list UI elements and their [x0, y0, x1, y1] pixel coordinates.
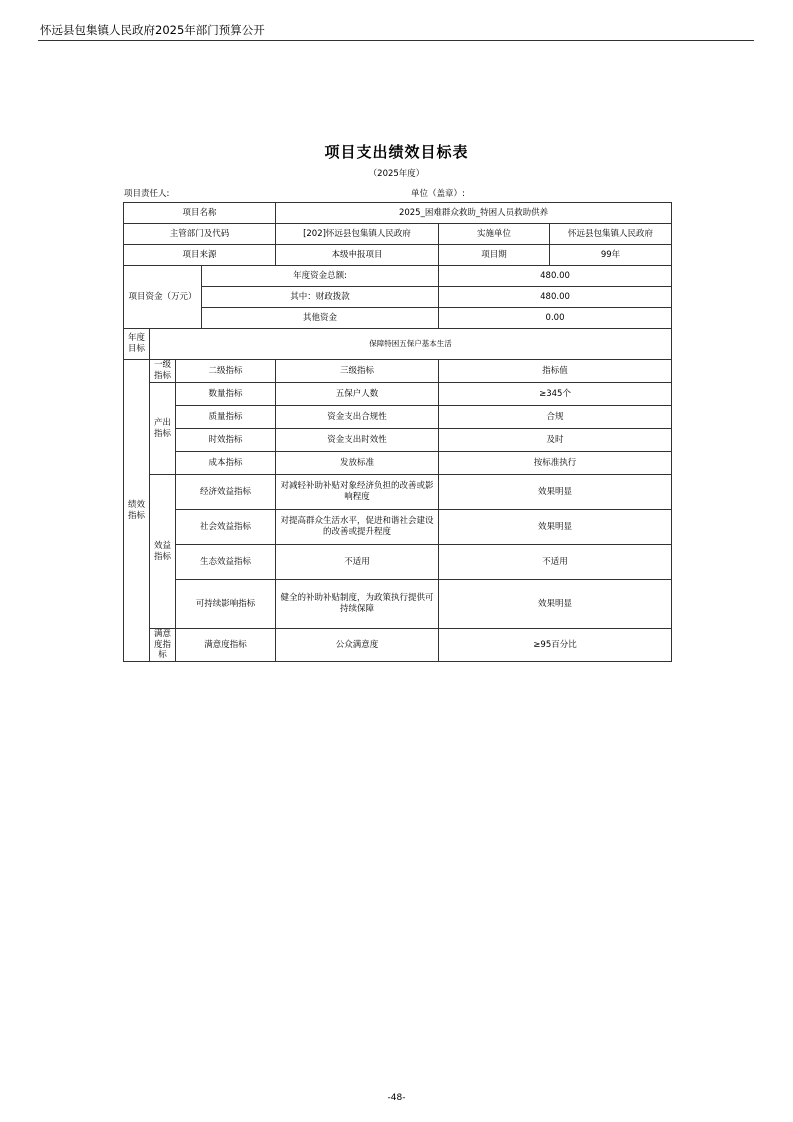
dept-code-value: [202]怀远县包集镇人民政府	[276, 224, 439, 245]
output-value: 按标准执行	[439, 452, 672, 475]
satisfaction-level2: 满意度指标	[176, 629, 276, 662]
page-number: -48-	[387, 1093, 406, 1103]
project-source-value: 本级申报项目	[276, 245, 439, 266]
benefit-value: 效果明显	[439, 475, 672, 510]
level3-header: 三级指标	[276, 360, 439, 383]
impl-unit-label: 实施单位	[439, 224, 550, 245]
annual-goal-value: 保障特困五保户基本生活	[150, 329, 672, 360]
impl-unit-value: 怀远县包集镇人民政府	[550, 224, 672, 245]
benefit-level2: 经济效益指标	[176, 475, 276, 510]
benefit-level2: 生态效益指标	[176, 545, 276, 580]
unit-seal-label: 单位（盖章）:	[411, 189, 465, 199]
project-period-label: 项目期	[439, 245, 550, 266]
benefit-value: 效果明显	[439, 510, 672, 545]
project-name-label: 项目名称	[124, 203, 276, 224]
benefit-level3: 不适用	[276, 545, 439, 580]
project-name-value: 2025_困难群众救助_特困人员救助供养	[276, 203, 672, 224]
header-divider	[38, 40, 754, 41]
annual-goal-label: 年度目标	[124, 329, 150, 360]
fiscal-funds-label: 其中：财政拨款	[202, 287, 439, 308]
output-level2: 时效指标	[176, 429, 276, 452]
fiscal-funds-value: 480.00	[439, 287, 672, 308]
performance-indicators-label: 绩效指标	[124, 360, 150, 662]
output-value: 合规	[439, 406, 672, 429]
document-title: 项目支出绩效目标表	[324, 143, 469, 161]
other-funds-value: 0.00	[439, 308, 672, 329]
satisfaction-level3: 公众满意度	[276, 629, 439, 662]
total-funds-label: 年度资金总额:	[202, 266, 439, 287]
benefit-level2: 社会效益指标	[176, 510, 276, 545]
output-level3: 发放标准	[276, 452, 439, 475]
other-funds-label: 其他资金	[202, 308, 439, 329]
benefit-indicators-label: 效益指标	[150, 475, 176, 629]
header-title: 怀远县包集镇人民政府2025年部门预算公开	[40, 23, 265, 37]
benefit-level3: 健全的补助补贴制度，为政策执行提供可持续保障	[276, 580, 439, 629]
project-funds-label: 项目资金（万元）	[124, 266, 202, 329]
benefit-level3: 对减轻补助补贴对象经济负担的改善或影响程度	[276, 475, 439, 510]
output-level3: 资金支出时效性	[276, 429, 439, 452]
output-level3: 资金支出合规性	[276, 406, 439, 429]
benefit-value: 不适用	[439, 545, 672, 580]
output-value: ≥345个	[439, 383, 672, 406]
responsible-person-label: 项目责任人:	[124, 189, 170, 199]
satisfaction-indicators-label: 满意度指标	[150, 629, 176, 662]
benefit-value: 效果明显	[439, 580, 672, 629]
indicator-value-header: 指标值	[439, 360, 672, 383]
benefit-level3: 对提高群众生活水平，促进和谐社会建设的改善或提升程度	[276, 510, 439, 545]
project-period-value: 99年	[550, 245, 672, 266]
output-level2: 质量指标	[176, 406, 276, 429]
level2-header: 二级指标	[176, 360, 276, 383]
document-year: （2025年度）	[368, 169, 425, 179]
level1-header: 一级指标	[150, 360, 176, 383]
output-indicators-label: 产出指标	[150, 383, 176, 475]
output-level3: 五保户人数	[276, 383, 439, 406]
performance-target-table	[123, 202, 672, 662]
dept-code-label: 主管部门及代码	[124, 224, 276, 245]
output-value: 及时	[439, 429, 672, 452]
total-funds-value: 480.00	[439, 266, 672, 287]
benefit-level2: 可持续影响指标	[176, 580, 276, 629]
output-level2: 数量指标	[176, 383, 276, 406]
satisfaction-value: ≥95百分比	[439, 629, 672, 662]
project-source-label: 项目来源	[124, 245, 276, 266]
output-level2: 成本指标	[176, 452, 276, 475]
